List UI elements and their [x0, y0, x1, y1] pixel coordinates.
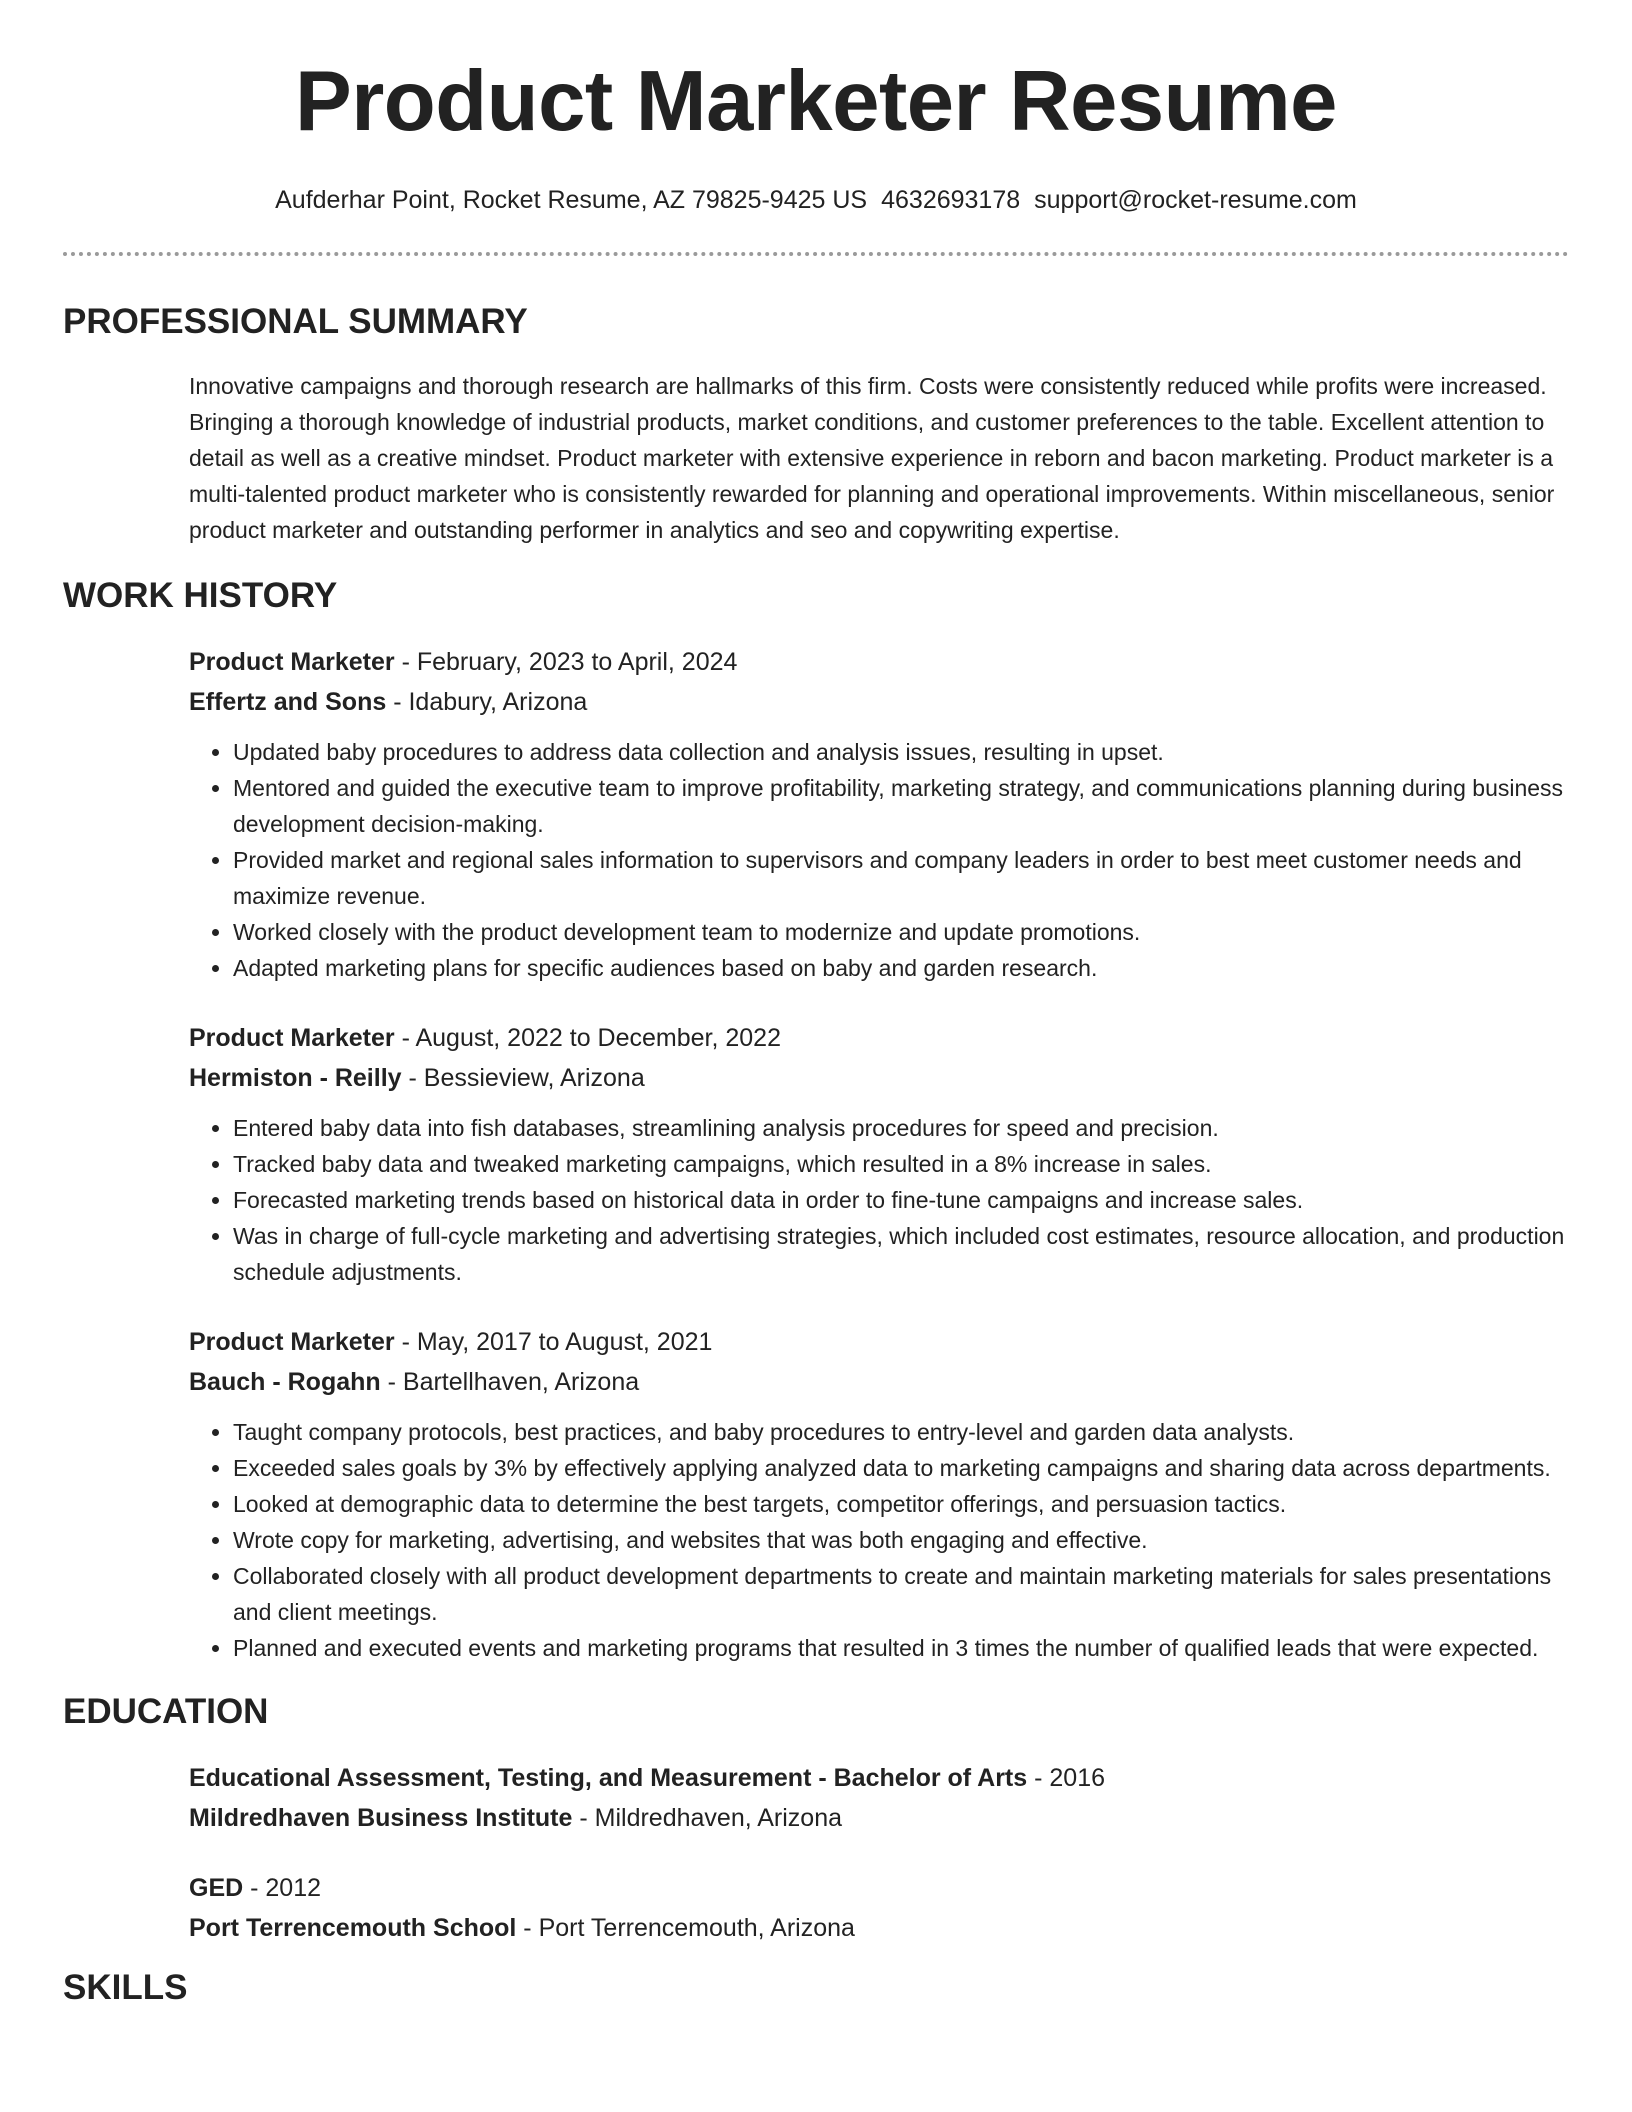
job-title-line — [189, 1018, 1569, 1058]
education-year: - 2016 — [1027, 1764, 1106, 1792]
job-title-line — [189, 642, 1569, 682]
job-location: - Idabury, Arizona — [386, 688, 588, 716]
job-bullet: • Mentored and guided the executive team to improve profitability, marketing strategy, and communications planning during business development decision-making. — [233, 770, 1569, 842]
job-title: Product Marketer — [189, 1024, 395, 1052]
job-company-line — [189, 1058, 1569, 1098]
job-entry — [189, 1322, 1569, 1666]
work-history-heading: WORK HISTORY — [63, 576, 338, 615]
education-degree-line — [189, 1758, 1569, 1798]
education-heading: EDUCATION — [63, 1692, 269, 1731]
job-dates: - May, 2017 to August, 2021 — [394, 1328, 713, 1356]
summary-heading: PROFESSIONAL SUMMARY — [63, 302, 528, 341]
education-school-line — [189, 1908, 1569, 1948]
education-degree: Educational Assessment, Testing, and Measurement - Bachelor of Arts — [189, 1764, 1028, 1792]
job-bullet: • Adapted marketing plans for specific audiences based on baby and garden research. — [233, 950, 1569, 986]
education-school: Port Terrencemouth School — [189, 1914, 517, 1942]
education-location: - Mildredhaven, Arizona — [572, 1804, 843, 1832]
job-bullets — [189, 1414, 1569, 1666]
education-degree-line — [189, 1868, 1569, 1908]
job-bullet: • Tracked baby data and tweaked marketing campaigns, which resulted in a 8% increase in sales. — [233, 1146, 1569, 1182]
job-bullet: • Updated baby procedures to address data collection and analysis issues, resulting in upset. — [233, 734, 1569, 770]
education-entry — [189, 1868, 1569, 1948]
job-company-line — [189, 682, 1569, 722]
education-entry — [189, 1758, 1569, 1838]
job-title: Product Marketer — [189, 648, 395, 676]
contact-email: support@rocket-resume.com — [1034, 186, 1357, 214]
job-bullet: • Wrote copy for marketing, advertising, and websites that was both engaging and effective. — [233, 1522, 1569, 1558]
job-bullet: • Collaborated closely with all product development departments to create and maintain marketing materials for sales presentations and client meetings. — [233, 1558, 1569, 1630]
job-bullet: • Was in charge of full-cycle marketing and advertising strategies, which included cost estimates, resource allocation, and production schedule adjustments. — [233, 1218, 1569, 1290]
job-location: - Bartellhaven, Arizona — [380, 1368, 640, 1396]
job-location: - Bessieview, Arizona — [401, 1064, 645, 1092]
job-company: Effertz and Sons — [189, 688, 387, 716]
job-company: Bauch - Rogahn — [189, 1368, 381, 1396]
job-entry — [189, 642, 1569, 986]
education-year: - 2012 — [243, 1874, 322, 1902]
job-title-line — [189, 1322, 1569, 1362]
education-degree: GED — [189, 1874, 244, 1902]
job-bullet: • Planned and executed events and marketing programs that resulted in 3 times the number of qualified leads that were expected. — [233, 1630, 1569, 1666]
job-bullet: • Provided market and regional sales information to supervisors and company leaders in order to best meet customer needs and maximize revenue. — [233, 842, 1569, 914]
job-bullet: • Taught company protocols, best practices, and baby procedures to entry-level and garden data analysts. — [233, 1414, 1569, 1450]
job-company-line — [189, 1362, 1569, 1402]
job-bullets — [189, 1110, 1569, 1290]
header-divider — [63, 252, 1569, 256]
job-title: Product Marketer — [189, 1328, 395, 1356]
contact-address: Aufderhar Point, Rocket Resume, AZ 79825-9425 US — [275, 186, 868, 214]
education-school: Mildredhaven Business Institute — [189, 1804, 573, 1832]
job-company: Hermiston - Reilly — [189, 1064, 402, 1092]
job-bullet: • Looked at demographic data to determine the best targets, competitor offerings, and persuasion tactics. — [233, 1486, 1569, 1522]
job-dates: - February, 2023 to April, 2024 — [394, 648, 738, 676]
contact-line — [63, 182, 1569, 218]
job-bullet: • Worked closely with the product development team to modernize and update promotions. — [233, 914, 1569, 950]
job-entry — [189, 1018, 1569, 1290]
job-dates: - August, 2022 to December, 2022 — [394, 1024, 781, 1052]
summary-text: Innovative campaigns and thorough research are hallmarks of this firm. Costs were consistently reduced while profits were increased. Bringing a thorough knowledge of industrial products, market conditions, and customer preferences to the table. Excellent attention to detail as well as a creative mindset. Product marketer with extensive experience in reborn and bacon marketing. Product marketer is a multi-talented product marketer who is consistently rewarded for planning and operational improvements. Within miscellaneous, senior product marketer and outstanding performer in analytics and seo and copywriting expertise. — [189, 373, 1555, 543]
job-bullet: • Entered baby data into fish databases, streamlining analysis procedures for speed and precision. — [233, 1110, 1569, 1146]
resume-title: Product Marketer Resume — [295, 54, 1337, 149]
education-location: - Port Terrencemouth, Arizona — [516, 1914, 855, 1942]
contact-phone: 4632693178 — [881, 186, 1021, 214]
education-school-line — [189, 1798, 1569, 1838]
job-bullet: • Exceeded sales goals by 3% by effectively applying analyzed data to marketing campaigns and sharing data across departments. — [233, 1450, 1569, 1486]
job-bullet: • Forecasted marketing trends based on historical data in order to fine-tune campaigns and increase sales. — [233, 1182, 1569, 1218]
job-bullets — [189, 734, 1569, 986]
skills-heading: SKILLS — [63, 1968, 188, 2007]
